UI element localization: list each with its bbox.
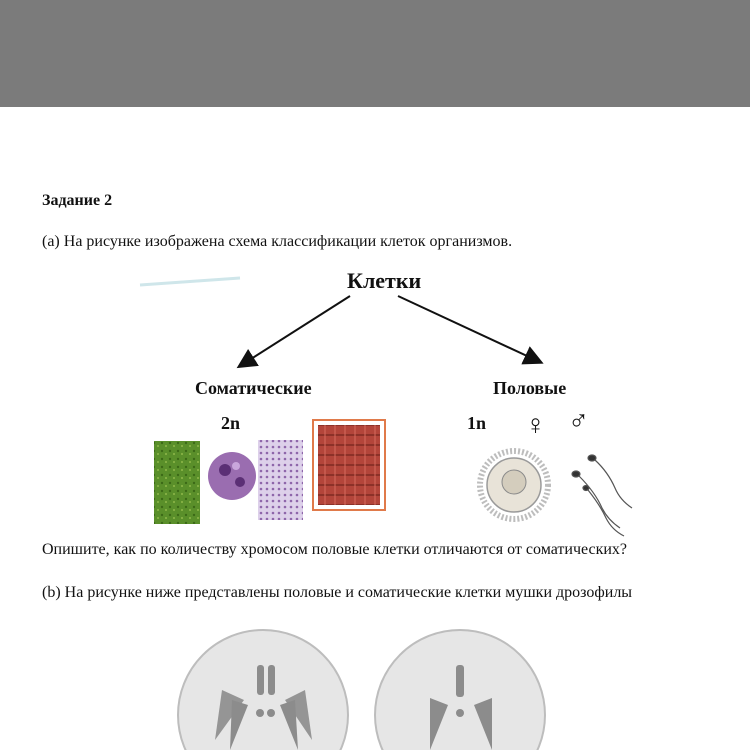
scheme-root-label: Клетки — [347, 268, 422, 293]
egg-cell-image — [480, 451, 548, 519]
tissue-section-image — [258, 440, 303, 520]
sex-cells-label: Половые — [493, 378, 567, 398]
drosophila-sex-cell — [375, 630, 545, 750]
somatic-label: Соматические — [195, 378, 312, 398]
plant-tissue-image — [154, 441, 200, 524]
sex-ploidy: 1n — [467, 413, 487, 433]
faint-line — [140, 278, 240, 285]
question-text: Опишите, как по количеству хромосом половые клетки отличаются от соматических? — [42, 541, 628, 558]
part-b-text: (b) На рисунке ниже представлены половые и соматические клетки мушки дрозофилы — [42, 584, 633, 601]
muscle-tissue-image — [313, 420, 385, 510]
arrow-to-somatic — [240, 296, 350, 366]
arrow-to-sex — [398, 296, 540, 362]
somatic-ploidy: 2n — [221, 413, 241, 433]
sperm-cells-image — [572, 455, 632, 536]
task-title: Задание 2 — [42, 192, 113, 209]
part-a-text: (а) На рисунке изображена схема классификации клеток организмов. — [42, 233, 513, 250]
blood-cell-image — [208, 452, 256, 500]
male-symbol-icon: ♂ — [568, 406, 589, 437]
drosophila-somatic-cell — [178, 630, 348, 750]
female-symbol-icon: ♀ — [525, 410, 546, 441]
